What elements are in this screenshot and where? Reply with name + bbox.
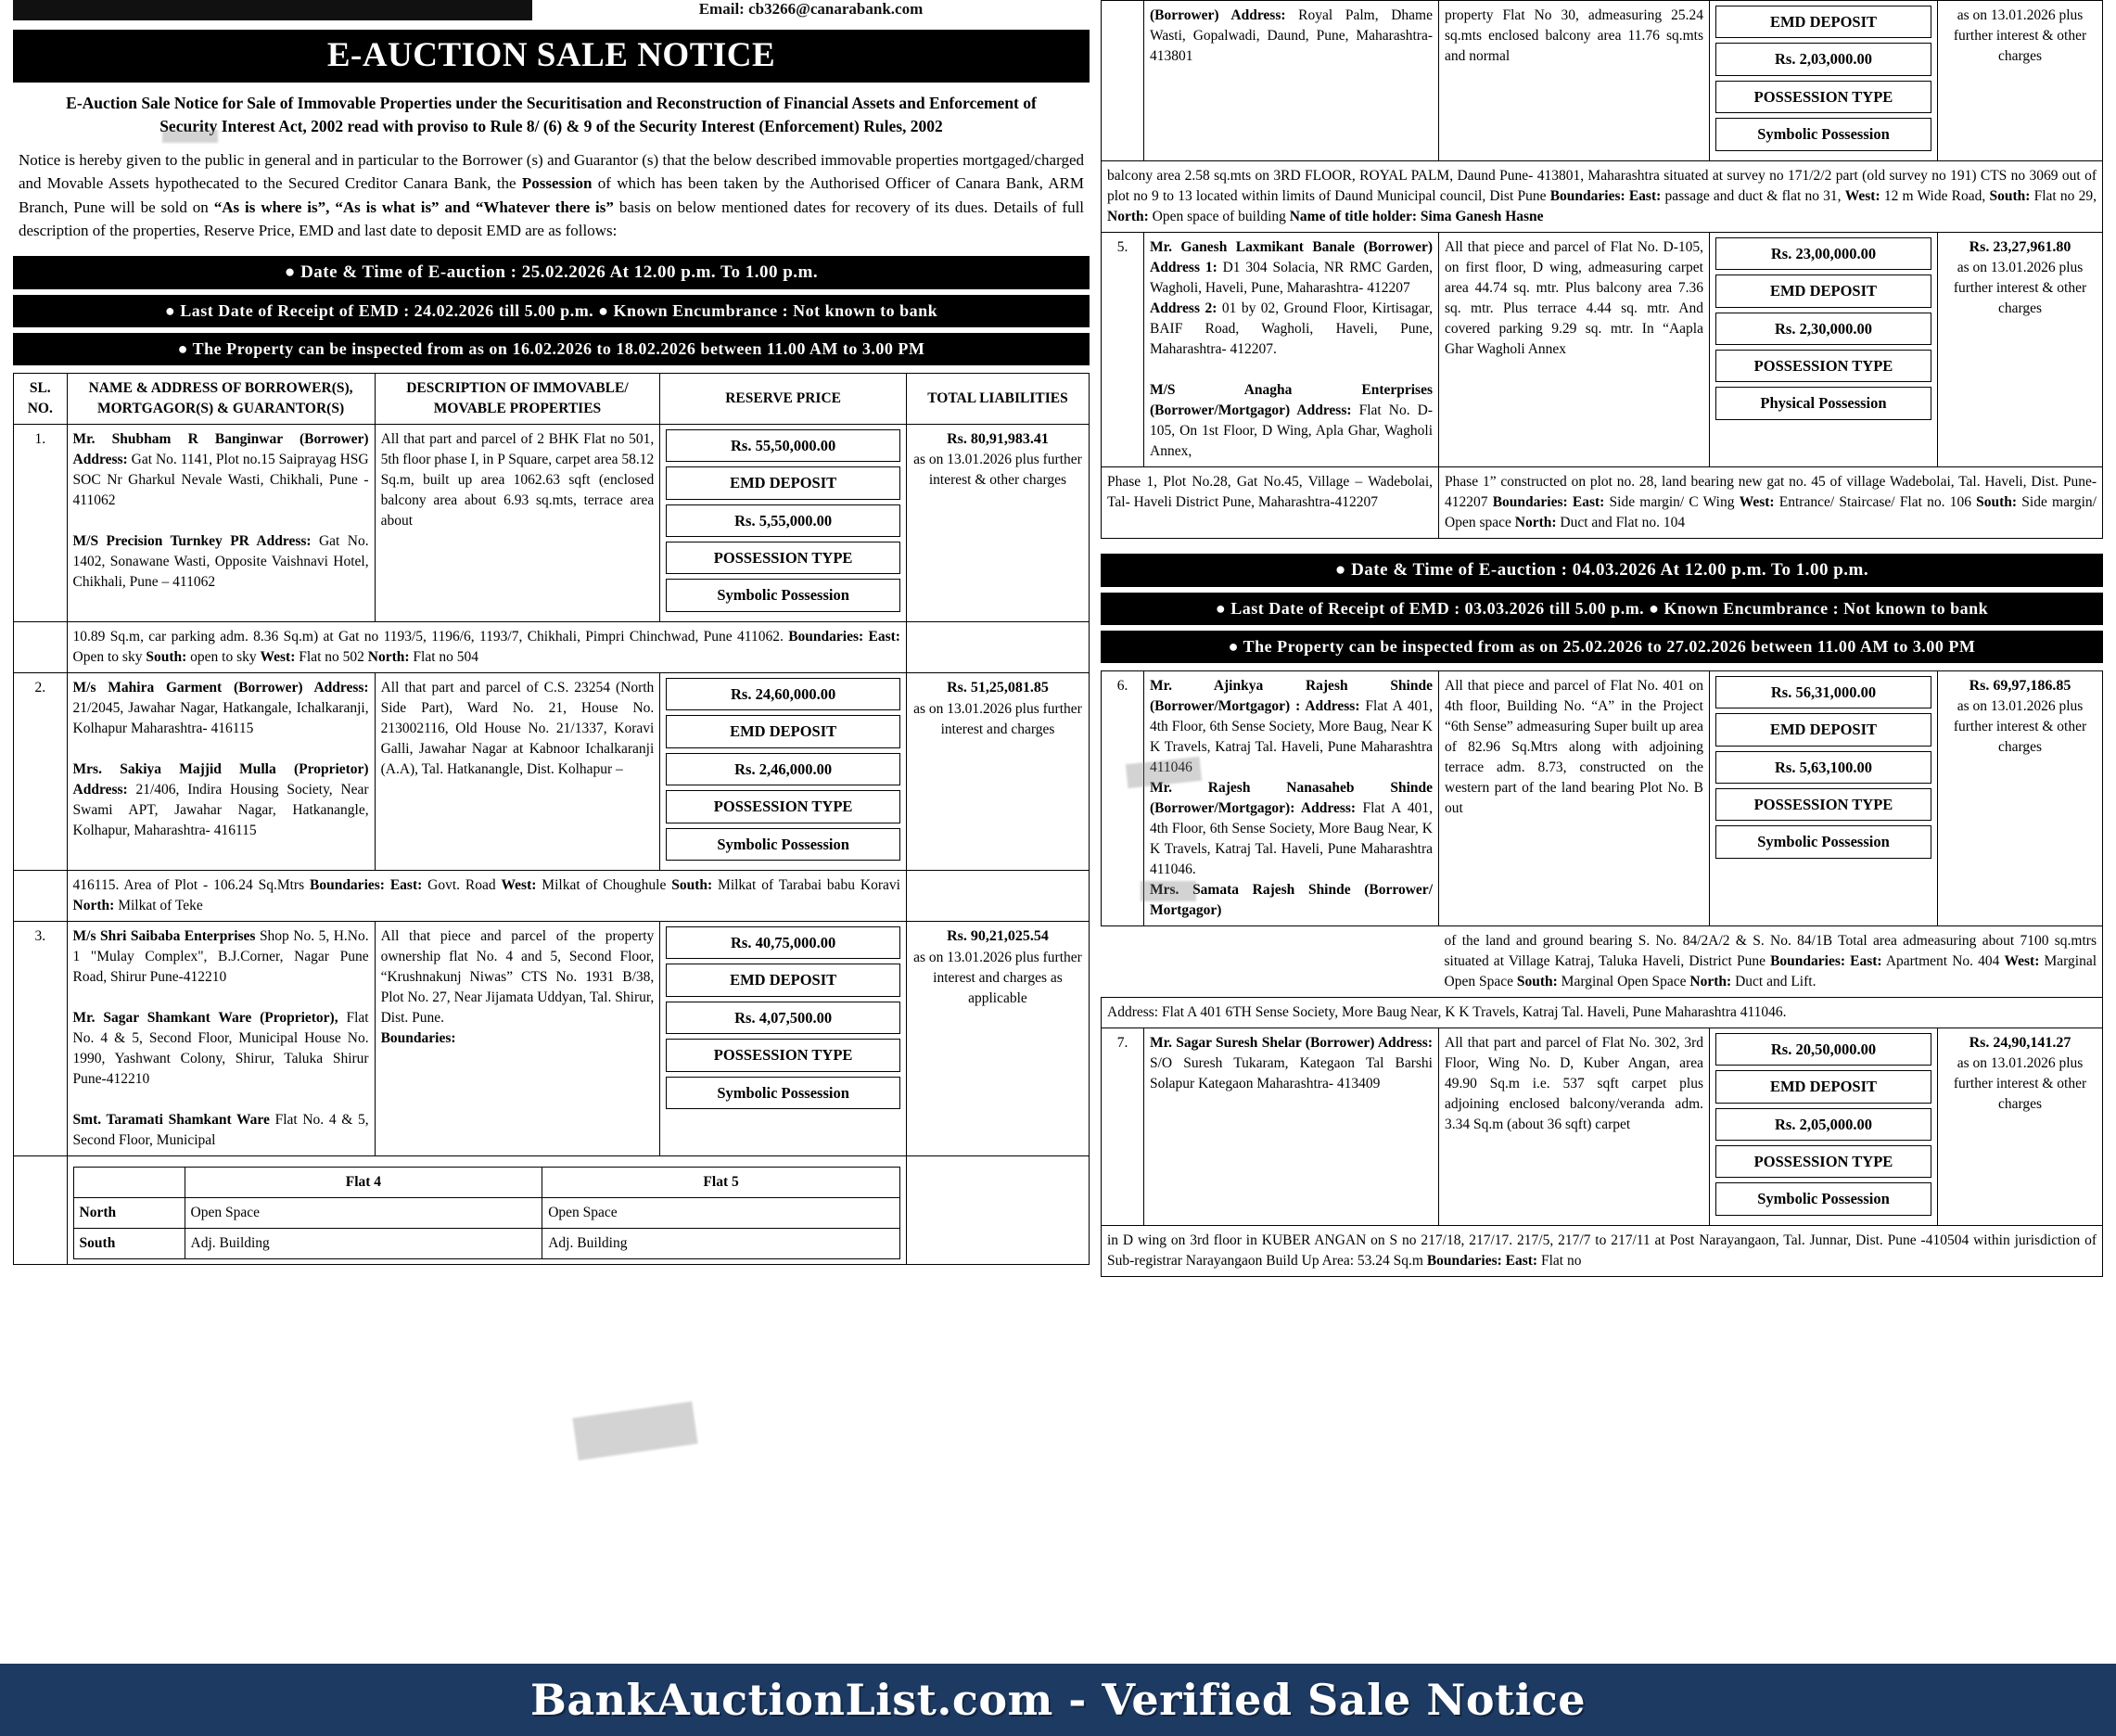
table-row-continuation [1102,1225,2103,1276]
spacer [1101,539,2103,548]
boundary-flat4: Adj. Building [185,1228,542,1258]
emd-label: EMD DEPOSIT [666,964,900,996]
emd-label: EMD DEPOSIT [666,466,900,499]
liability-note: as on 13.01.2026 plus further interest and charges [913,700,1082,737]
possession-label: POSSESSION TYPE [1715,350,1931,382]
table-row-continuation [1102,160,2103,232]
emd-amount: Rs. 5,63,100.00 [1715,751,1931,784]
liability-note: as on 13.01.2026 plus further interest & other charges [1953,1055,2087,1113]
table-row-address [1102,997,2103,1028]
reserve-price: Rs. 20,50,000.00 [1715,1033,1931,1066]
row-liabilities-cell [1938,232,2103,466]
row-sl [1102,1,1144,161]
table-row-continuation [1102,466,2103,538]
row-price-cell [1710,1,1938,161]
row-liabilities-cell [906,424,1089,621]
right-column [1101,0,2103,1736]
flat-boundary-table [73,1167,900,1259]
emd-last-date-bar-2: ● Last Date of Receipt of EMD : 03.03.2026 till 5.00 p.m. ● Known Encumbrance : Not known to bank [1101,593,2103,625]
liability-amount: Rs. 90,21,025.54 [947,927,1049,944]
th-sl: SL. NO. [14,373,68,424]
properties-table-left [13,373,1090,1265]
emd-amount: Rs. 2,46,000.00 [666,753,900,785]
notice-subtitle: E-Auction Sale Notice for Sale of Immovable Properties under the Securitisation and Reconstruction of Financial Assets and Enforcement of Security Interest Act, 2002 read with proviso to Rule 8/ (6) & 9 of the Security Interest (Enforcement) Rules, 2002 [66,94,1037,136]
row-sl: 3. [14,921,68,1155]
liability-note: as on 13.01.2026 plus further interest & other charges [1953,260,2087,317]
inspection-bar-2: ● The Property can be inspected from as on 25.02.2026 to 27.02.2026 between 11.00 AM to 3.00 PM [1101,631,2103,663]
row-description-text: All that piece and parcel of the property ownership flat No. 4 and 5, Second Floor, “Krushnakunj Niwas” CTS No. 1931 B/38, Plot No. 27, Near Jijamata Uddyan, Tal. Shirur, Dist. Pune. Boundaries: [380,927,655,1046]
emd-label: EMD DEPOSIT [666,715,900,747]
row-description-continued: balcony area 2.58 sq.mts on 3RD FLOOR, ROYAL PALM, Daund Pune- 413801, Maharashtra situated at survey no 171/2/2 part (old survey no 191) CTS no 3069 out of plot no 9 to 13 located within limits of Daund Municipal council, Dist Pune Boundaries: East: passage and duct & flat no 31, West: 12 m Wide Road, South: Flat no 29, North: Open space of building Name of title holder: Sima Ganesh Hasne [1102,160,2103,232]
row-description [375,921,660,1155]
row-description: All that part and parcel of C.S. 23254 (North Side Part), Ward No. 21, House No. 213002116, Old House No. 21/1337, Koravi Galli, Jawahar Nagar at Kabnoor Ichalkaranji (A.A), Tal. Hatkanangle, Dist. Kolhapur – [375,672,660,870]
emd-amount: Rs. 4,07,500.00 [666,1002,900,1034]
intro-part-3: basis on below mentioned dates for recovery of its dues. Details of full description of the properties, Reserve Price, EMD and last date to deposit EMD are as follows: [19,198,1085,240]
row-description: All that piece and parcel of Flat No. D-105, on first floor, D wing, admeasuring carpet area 44.74 sq. mtr. Plus balcony area 7.36 sq. mtr. Plus terrace 4.44 sq. mtr. And covered parking 9.29 sq. mtr. In “Aapla Ghar Wagholi Annex [1439,232,1710,466]
table-row [1102,1028,2103,1225]
intro-part-2: of which has been taken by the Authorised Officer of Canara Bank, ARM Branch, Pune will be sold on [19,174,1085,216]
row-borrower: Mr. Ganesh Laxmikant Banale (Borrower) Address 1: D1 304 Solacia, NR RMC Garden, Wagholi, Haveli, Pune, Maharashtra- 412207 Address 2: 01 by 02, Ground Floor, Kirtisagar, BAIF Road, Wagholi, Haveli, Pune, Maharashtra- 412207. M/S Anagha Enterprises (Borrower/Mortgagor) Address: Flat No. D-105, On 1st Floor, D Wing, Apla Ghar, Wagholi Annex, [1144,232,1439,466]
table-row-continuation [14,621,1090,672]
possession-value: Symbolic Possession [666,828,900,861]
left-column [13,0,1090,1736]
row-borrower-continued: Phase 1, Plot No.28, Gat No.45, Village – Wadebolai, Tal- Haveli District Pune, Maharashtra-412207 [1102,466,1439,538]
row-price-cell [660,672,907,870]
emd-label: EMD DEPOSIT [1715,274,1931,307]
row-sl-blank [14,870,68,921]
boundary-flat5: Open Space [542,1197,900,1228]
row-liabilities-cell [906,672,1089,870]
reserve-price: Rs. 24,60,000.00 [666,678,900,710]
boundary-row [73,1228,899,1258]
boundary-row [73,1197,899,1228]
boundary-table-cell [67,1155,906,1264]
reserve-price: Rs. 56,31,000.00 [1715,676,1931,708]
row-description: property Flat No 30, admeasuring 25.24 sq.mts enclosed balcony area 11.76 sq.mts and normal [1439,1,1710,161]
emd-label: EMD DEPOSIT [1715,713,1931,746]
auction-date-bar: ● Date & Time of E-auction : 25.02.2026 At 12.00 p.m. To 1.00 p.m. [13,256,1090,289]
table-row [14,424,1090,621]
row-description-continued: of the land and ground bearing S. No. 84/2A/2 & S. No. 84/1B Total area admeasuring about 7100 sq.mtrs situated at Village Katraj, Taluka Haveli, District Pune Boundaries: East: Apartment No. 404 West: Marginal Open Space South: Marginal Open Space North: Duct and Lift. [1439,925,2103,997]
possession-value: Symbolic Possession [666,579,900,611]
row-liabilities-cell [1938,1,2103,161]
row-description-continued: in D wing on 3rd floor in KUBER ANGAN on S no 217/18, 217/17. 217/5, 217/7 to 217/11 at Post Narayangaon, Tal. Junnar, Dist. Pune -410504 within jurisdiction of Sub-registrar Narayangaon Build Up Area: 53.24 Sq.m Boundaries: East: Flat no [1102,1225,2103,1276]
row-description: All that part and parcel of Flat No. 302, 3rd Floor, Wing No. D, Kuber Angan, area 49.90 Sq.m i.e. 537 sqft carpet plus adjoining enclosed balcony/veranda adm. 3.34 Sq.m (about 36 sqft) carpet [1439,1028,1710,1225]
row-price-cell [1710,232,1938,466]
reserve-price: Rs. 23,00,000.00 [1715,237,1931,270]
row-description-continued: 10.89 Sq.m, car parking adm. 8.36 Sq.m) at Gat no 1193/5, 1196/6, 1193/7, Chikhali, Pimpri Chinchwad, Pune 411062. Boundaries: East: Open to sky South: open to sky West: Flat no 502 North: Flat no 504 [67,621,906,672]
row-liabilities-cell [1938,670,2103,925]
row-borrower: (Borrower) Address: Royal Palm, Dhame Wasti, Gopalwadi, Daund, Pune, Maharashtra- 413801 [1144,1,1439,161]
row-description: All that part and parcel of 2 BHK Flat no 501, 5th floor phase I, in P Square, carpet area 58.12 Sq.m, built up area 1062.63 sqft (enclosed balcony area about 6.93 sq.mts, terrace area about [375,424,660,621]
row-borrower: Mr. Sagar Suresh Shelar (Borrower) Address: S/O Suresh Tukaram, Kategaon Tal Barshi Solapur Kategaon Maharashtra- 413409 [1144,1028,1439,1225]
row-liabilities-cell [906,921,1089,1155]
smudge-artifact [162,130,218,143]
intro-part-1: Notice is hereby given to the public in general and in particular to the Borrower (s) and Guarantor (s) that the below described immovable properties mortgaged/charged and Movable Assets hypothecated to the Secured Creditor Canara Bank, the [19,150,1084,193]
inspection-bar: ● The Property can be inspected from as on 16.02.2026 to 18.02.2026 between 11.00 AM to 3.00 PM [13,333,1090,365]
th-price: RESERVE PRICE [660,373,907,424]
possession-label: POSSESSION TYPE [1715,81,1931,113]
emd-amount: Rs. 2,30,000.00 [1715,313,1931,345]
table-header-row [14,373,1090,424]
black-block [13,0,532,20]
liability-amount: Rs. 24,90,141.27 [1969,1034,2071,1051]
notice-intro [13,145,1090,250]
properties-table-right-bottom [1101,670,2103,1277]
row-sl: 5. [1102,232,1144,466]
emd-amount: Rs. 5,55,000.00 [666,504,900,537]
row-borrower: Mr. Shubham R Banginwar (Borrower) Address: Gat No. 1141, Plot no.15 Saiprayag HSG SOC Nr Gharkul Nevale Wasti, Chikhali, Pune - 411062 M/S Precision Turnkey PR Address: Gat No. 1402, Sonawane Wasti, Opposite Vaishnavi Hotel, Chikhali, Pune – 411062 [67,424,375,621]
row-borrower-continued: Address: Flat A 401 6TH Sense Society, More Baug Near, K K Travels, Katraj Tal. Haveli, Pune Maharashtra 411046. [1102,997,2103,1028]
possession-value: Symbolic Possession [1715,825,1931,858]
table-row [14,921,1090,1155]
row-borrower: M/s Mahira Garment (Borrower) Address: 21/2045, Jawahar Nagar, Hatkangale, Ichalkaranji, Kolhapur Maharashtra- 416115 Mrs. Sakiya Majjid Mulla (Proprietor) Address: 21/406, Indira Housing Society, Near Swami APT, Jawahar Nagar, Hatkanangle, Kolhapur, Maharashtra- 416115 [67,672,375,870]
row-sl-blank [14,1155,68,1264]
possession-value: Symbolic Possession [1715,118,1931,150]
boundary-direction: South [73,1228,185,1258]
row-price-cell [1710,670,1938,925]
boundary-flat4: Open Space [185,1197,542,1228]
table-row-continuation [14,870,1090,921]
row-description-continued: 416115. Area of Plot - 106.24 Sq.Mtrs Boundaries: East: Govt. Road West: Milkat of Choughule South: Milkat of Tarabai babu Koravi North: Milkat of Teke [67,870,906,921]
liability-amount: Rs. 51,25,081.85 [947,679,1049,696]
row-blank [1102,925,1439,997]
row-borrower: M/s Shri Saibaba Enterprises Shop No. 5, H.No. 1 "Mulay Complex", B.J.Corner, Nagar Pune Road, Shirur Pune-412210 Mr. Sagar Shamkant Ware (Proprietor), Flat No. 4 & 5, Second Floor, Municipal House No. 1990, Yashwant Colony, Shirur, Taluka Shirur Pune-412210 Smt. Taramati Shamkant Ware Flat No. 4 & 5, Second Floor, Municipal [67,921,375,1155]
possession-label: POSSESSION TYPE [666,1039,900,1071]
bank-email: Email: cb3266@canarabank.com [698,0,924,18]
row-sl: 7. [1102,1028,1144,1225]
th-liabilities: TOTAL LIABILITIES [906,373,1089,424]
row-borrower: Mr. Ajinkya Rajesh Shinde (Borrower/Mortgagor) : Address: Flat A 401, 4th Floor, 6th Sense Society, More Baug, Near K K Travels, Katraj Tal. Haveli, Pune Maharashtra 411046 Mr. Rajesh Nanasaheb Shinde (Borrower/Mortgagor): Address: Flat A 401, 4th Floor, 6th Sense Society, More Baug Near, K K Travels, Katraj Tal. Haveli, Pune Maharashtra 411046. Mrs. Samata Rajesh Shinde (Borrower/ Mortgagor) [1144,670,1439,925]
boundary-flat5: Adj. Building [542,1228,900,1258]
row-sl-blank [14,621,68,672]
boundary-header-row [73,1167,899,1197]
table-row-continuation [1102,925,2103,997]
row-liab-blank [906,621,1089,672]
row-liabilities-cell [1938,1028,2103,1225]
possession-value: Symbolic Possession [1715,1182,1931,1215]
liability-note: as on 13.01.2026 plus further interest & other charges [1953,7,2087,64]
possession-label: POSSESSION TYPE [1715,1145,1931,1178]
liability-note: as on 13.01.2026 plus further interest and charges as applicable [913,949,1082,1006]
intro-possession: Possession [521,174,593,193]
row-sl: 6. [1102,670,1144,925]
liability-amount: Rs. 80,91,983.41 [947,430,1049,447]
possession-value: Physical Possession [1715,387,1931,419]
possession-label: POSSESSION TYPE [1715,788,1931,821]
table-row [14,672,1090,870]
possession-label: POSSESSION TYPE [666,542,900,574]
row-price-cell [660,424,907,621]
liability-note: as on 13.01.2026 plus further interest & other charges [913,452,1082,489]
possession-value: Symbolic Possession [666,1077,900,1109]
properties-table-right-top [1101,0,2103,539]
boundary-table-row [14,1155,1090,1264]
emd-amount: Rs. 2,05,000.00 [1715,1108,1931,1141]
liability-amount: Rs. 69,97,186.85 [1969,677,2071,694]
row-liab-blank [906,1155,1089,1264]
page-title: E-AUCTION SALE NOTICE [13,30,1090,83]
emd-label: EMD DEPOSIT [1715,1070,1931,1103]
row-liab-blank [906,870,1089,921]
emd-last-date-bar: ● Last Date of Receipt of EMD : 24.02.2026 till 5.00 p.m. ● Known Encumbrance : Not known to bank [13,295,1090,327]
table-row [1102,670,2103,925]
emd-label: EMD DEPOSIT [1715,6,1931,38]
table-row [1102,232,2103,466]
row-price-cell [660,921,907,1155]
smudge-artifact [1141,881,1196,901]
reserve-price: Rs. 55,50,000.00 [666,429,900,462]
top-strip [13,0,1090,28]
th-desc: DESCRIPTION OF IMMOVABLE/ MOVABLE PROPERTIES [375,373,660,424]
liability-amount: Rs. 23,27,961.80 [1969,238,2071,255]
row-sl: 2. [14,672,68,870]
reserve-price: Rs. 40,75,000.00 [666,926,900,959]
boundary-col-1: Flat 4 [185,1167,542,1197]
row-sl: 1. [14,424,68,621]
possession-label: POSSESSION TYPE [666,790,900,823]
boundary-direction: North [73,1197,185,1228]
boundary-col-2: Flat 5 [542,1167,900,1197]
row-price-cell [1710,1028,1938,1225]
watermark-banner: BankAuctionList.com - Verified Sale Notice [0,1664,2116,1736]
boundary-col-0 [73,1167,185,1197]
row-description: All that piece and parcel of Flat No. 401 on 4th floor, Building No. “A” in the Project “6th Sense” admeasuring Super built up area of 82.96 Sq.Mtrs along with adjoining terrace adm. 8.73, constructed on the western part of the land bearing Plot No. B out [1439,670,1710,925]
intro-quote: “As is where is”, “As is what is” and “Whatever there is” [213,198,614,216]
table-row [1102,1,2103,161]
auction-date-bar-2: ● Date & Time of E-auction : 04.03.2026 At 12.00 p.m. To 1.00 p.m. [1101,554,2103,587]
liability-note: as on 13.01.2026 plus further interest & other charges [1953,698,2087,756]
row-description-continued: Phase 1” constructed on plot no. 28, land bearing new gat no. 45 of village Wadebolai, Tal. Haveli, Dist. Pune- 412207 Boundaries: East: Side margin/ C Wing West: Entrance/ Staircase/ Flat no. 106 South: Side margin/ Open space North: Duct and Flat no. 104 [1439,466,2103,538]
emd-amount: Rs. 2,03,000.00 [1715,43,1931,75]
th-name: NAME & ADDRESS OF BORROWER(S), MORTGAGOR(S) & GUARANTOR(S) [67,373,375,424]
